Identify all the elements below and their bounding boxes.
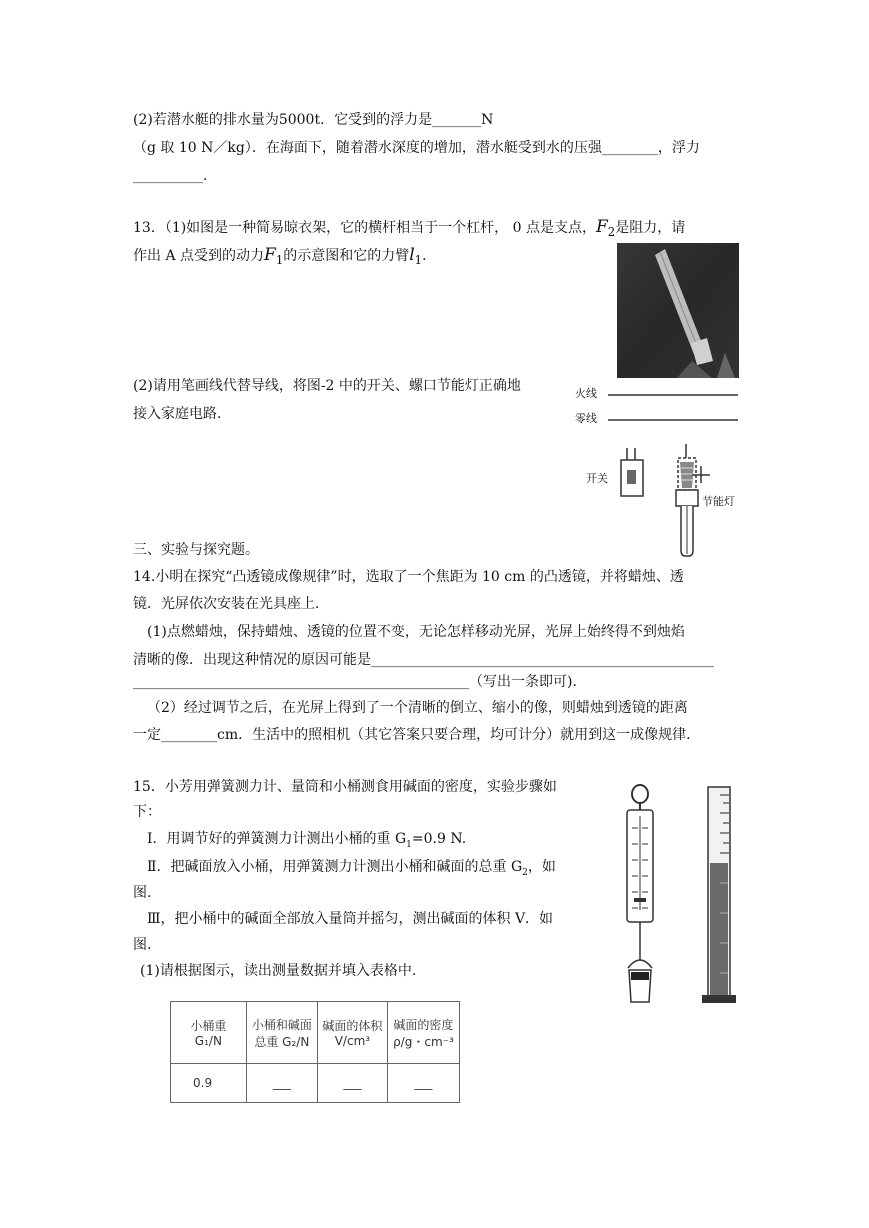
l1-symbol: l [409,245,415,265]
graduated-cylinder-figure [698,783,738,1008]
q15-step2-text: Ⅱ．把碱面放入小桶，用弹簧测力计测出小桶和碱面的总重 G [147,859,523,875]
q15-step2-end: ，如 [527,859,556,875]
table-row [171,1064,460,1103]
table-cell: 0.9 [171,1064,247,1103]
g2-subscript: 2 [522,867,528,878]
q13-line1-b: 是阻力，请 [615,220,686,236]
f2-symbol: F [596,217,608,237]
data-table [170,1001,460,1103]
q14-line4: 清晰的像．出现这种情况的原因可能是_________________________________________________ [133,652,714,668]
f2-subscript: 2 [607,224,616,239]
q15-line2: 下： [133,804,161,820]
q14-line3: (1)点燃蜡烛，保持蜡烛、透镜的位置不变，无论怎样移动光屏，光屏上始终得不到烛焰 [147,624,685,640]
switch-label: 开关 [586,472,608,485]
q12-line2: （g 取 10 N／kg）．在海面下，随着潜水深度的增加，潜水艇受到水的压强________，浮力 [133,140,700,156]
q15-step2 [147,857,556,883]
neutral-wire-label: 零线 [575,412,597,425]
q13-line2-b: 的示意图和它的力臂 [283,248,410,264]
f1-symbol: F [264,245,276,265]
table-cell: ___ [387,1064,459,1103]
q15-step1-end: =0.9 N. [411,831,467,847]
clothes-hanger-photo [617,243,739,378]
q13-line1-a: 13．（1)如图是一种简易晾衣架，它的横杆相当于一个杠杆， 0 点是支点， [133,220,596,236]
q12-line3: __________. [133,168,208,184]
f1-subscript: 1 [275,252,284,267]
circuit-figure [568,378,743,558]
q15-step1-text: Ⅰ．用调节好的弹簧测力计测出小桶的重 G [147,831,407,847]
q13-line2 [133,245,436,270]
spring-scale-figure [620,780,670,1010]
table-cell: ___ [317,1064,387,1103]
q13-line1 [133,217,685,242]
l1-subscript: 1 [414,252,423,267]
q14-line1: 14.小明在探究“凸透镜成像规律”时，选取了一个焦距为 10 cm 的凸透镜，并将蜡烛、透 [133,569,684,585]
q15-step3-line2: 图. [133,937,152,953]
table-header-cell: 碱面的体积 V/cm³ [317,1002,387,1064]
q13-line2-c: ． [422,248,437,264]
table-cell: ___ [246,1064,317,1103]
table-header-cell: 碱面的密度 ρ/g・cm⁻³ [387,1002,459,1064]
q15-step1 [147,829,466,855]
table-header-row [171,1002,460,1064]
q15-part1: (1)请根据图示，读出测量数据并填入表格中. [140,963,417,979]
q13-line2-a: 作出 A 点受到的动力 [133,248,265,264]
table-header-cell: 小桶和碱面 总重 G₂/N [246,1002,317,1064]
q14-line6: （2）经过调节之后，在光屏上得到了一个清晰的倒立、缩小的像，则蜡烛到透镜的距离 [147,700,688,716]
q15-line1: 15．小芳用弹簧测力计、量筒和小桶测食用碱面的密度，实验步骤如 [133,779,557,795]
q14-line7: 一定________cm．生活中的照相机（其它答案只要合理，均可计分）就用到这一成像规律． [133,727,701,743]
q13-part2-line2: 接入家庭电路． [133,406,231,422]
q14-line5: ________________________________________________（写出一条即可). [133,674,577,690]
lamp-label: 节能灯 [702,495,735,508]
q14-line2: 镜．光屏依次安装在光具座上． [133,596,329,612]
q12-line1: (2)若潜水艇的排水量为5000t．它受到的浮力是_______N [133,112,494,128]
section3-title: 三、实验与探究题。 [133,542,259,558]
q15-step3: Ⅲ，把小桶中的碱面全部放入量筒并摇匀，测出碱面的体积 V．如 [147,911,554,927]
table-header-cell: 小桶重 G₁/N [171,1002,247,1064]
live-wire-label: 火线 [575,387,597,400]
q15-step2-line2: 图. [133,885,152,901]
g1-subscript: 1 [406,839,412,850]
q13-part2-line1: (2)请用笔画线代替导线，将图-2 中的开关、螺口节能灯正确地 [133,378,521,394]
